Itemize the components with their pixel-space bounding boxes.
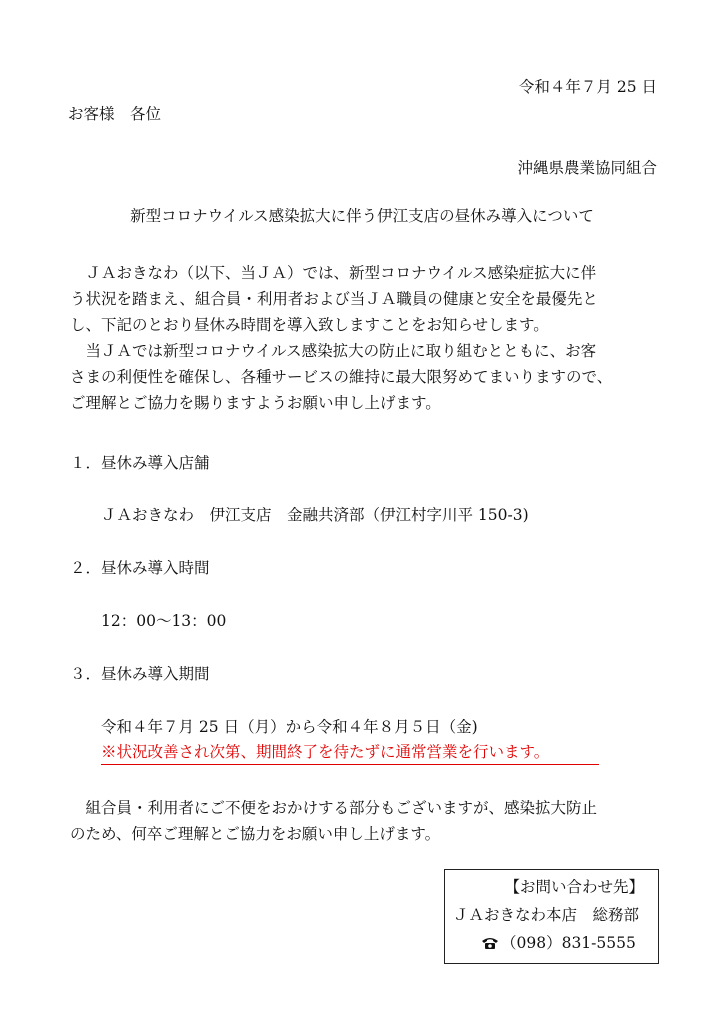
intro-line: ＪＡおきなわ（以下、当ＪＡ）では、新型コロナウイルス感染症拡大に伴 [70,264,597,282]
closing-line: 組合員・利用者にご不便をおかけする部分もございますが、感染拡大防止 [70,799,598,817]
intro-line: う状況を踏まえ、組合員・利用者および当ＪＡ職員の健康と安全を最優先と [70,290,598,308]
closing-line: のため、何卒ご理解とご協力をお願い申し上げます。 [70,825,441,843]
section-heading-store: １．昼休み導入店舗 [70,454,210,472]
contact-name: ＪＡおきなわ本店 総務部 [453,906,640,924]
telephone-icon [481,936,499,950]
note-underline [101,764,599,765]
recipient: お客様 各位 [68,105,162,123]
issuer: 沖縄県農業協同組合 [517,159,657,177]
document-date: 令和４年７月 25 日 [518,78,657,96]
section-body-period: 令和４年７月 25 日（月）から令和４年８月５日（金) [101,718,478,736]
intro-line: し、下記のとおり昼休み時間を導入致しますことをお知らせします。 [70,316,549,334]
closing-paragraph [70,795,660,847]
contact-phone: （098）831-5555 [501,934,636,952]
contact-box [444,869,659,964]
contact-heading: 【お問い合わせ先】 [504,878,644,896]
section-body-store: ＪＡおきなわ 伊江支店 金融共済部（伊江村字川平 150-3) [101,506,529,524]
intro-paragraph [70,260,660,416]
section-heading-period: ３．昼休み導入期間 [70,665,210,683]
section-body-time: 12：00～13：00 [101,612,227,630]
section-heading-time: ２．昼休み導入時間 [70,559,210,577]
intro-line: ご理解とご協力を賜りますようお願い申し上げます。 [70,394,441,412]
intro-line: さまの利便性を確保し、各種サービスの維持に最大限努めてまいりますので、 [70,368,613,386]
contact-phone-row [481,933,636,953]
intro-line: 当ＪＡでは新型コロナウイルス感染拡大の防止に取り組むとともに、お客 [70,342,597,360]
document-title: 新型コロナウイルス感染拡大に伴う伊江支店の昼休み導入について [130,207,594,225]
notice-note: ※状況改善され次第、期間終了を待たずに通常営業を行います。 [101,743,550,761]
